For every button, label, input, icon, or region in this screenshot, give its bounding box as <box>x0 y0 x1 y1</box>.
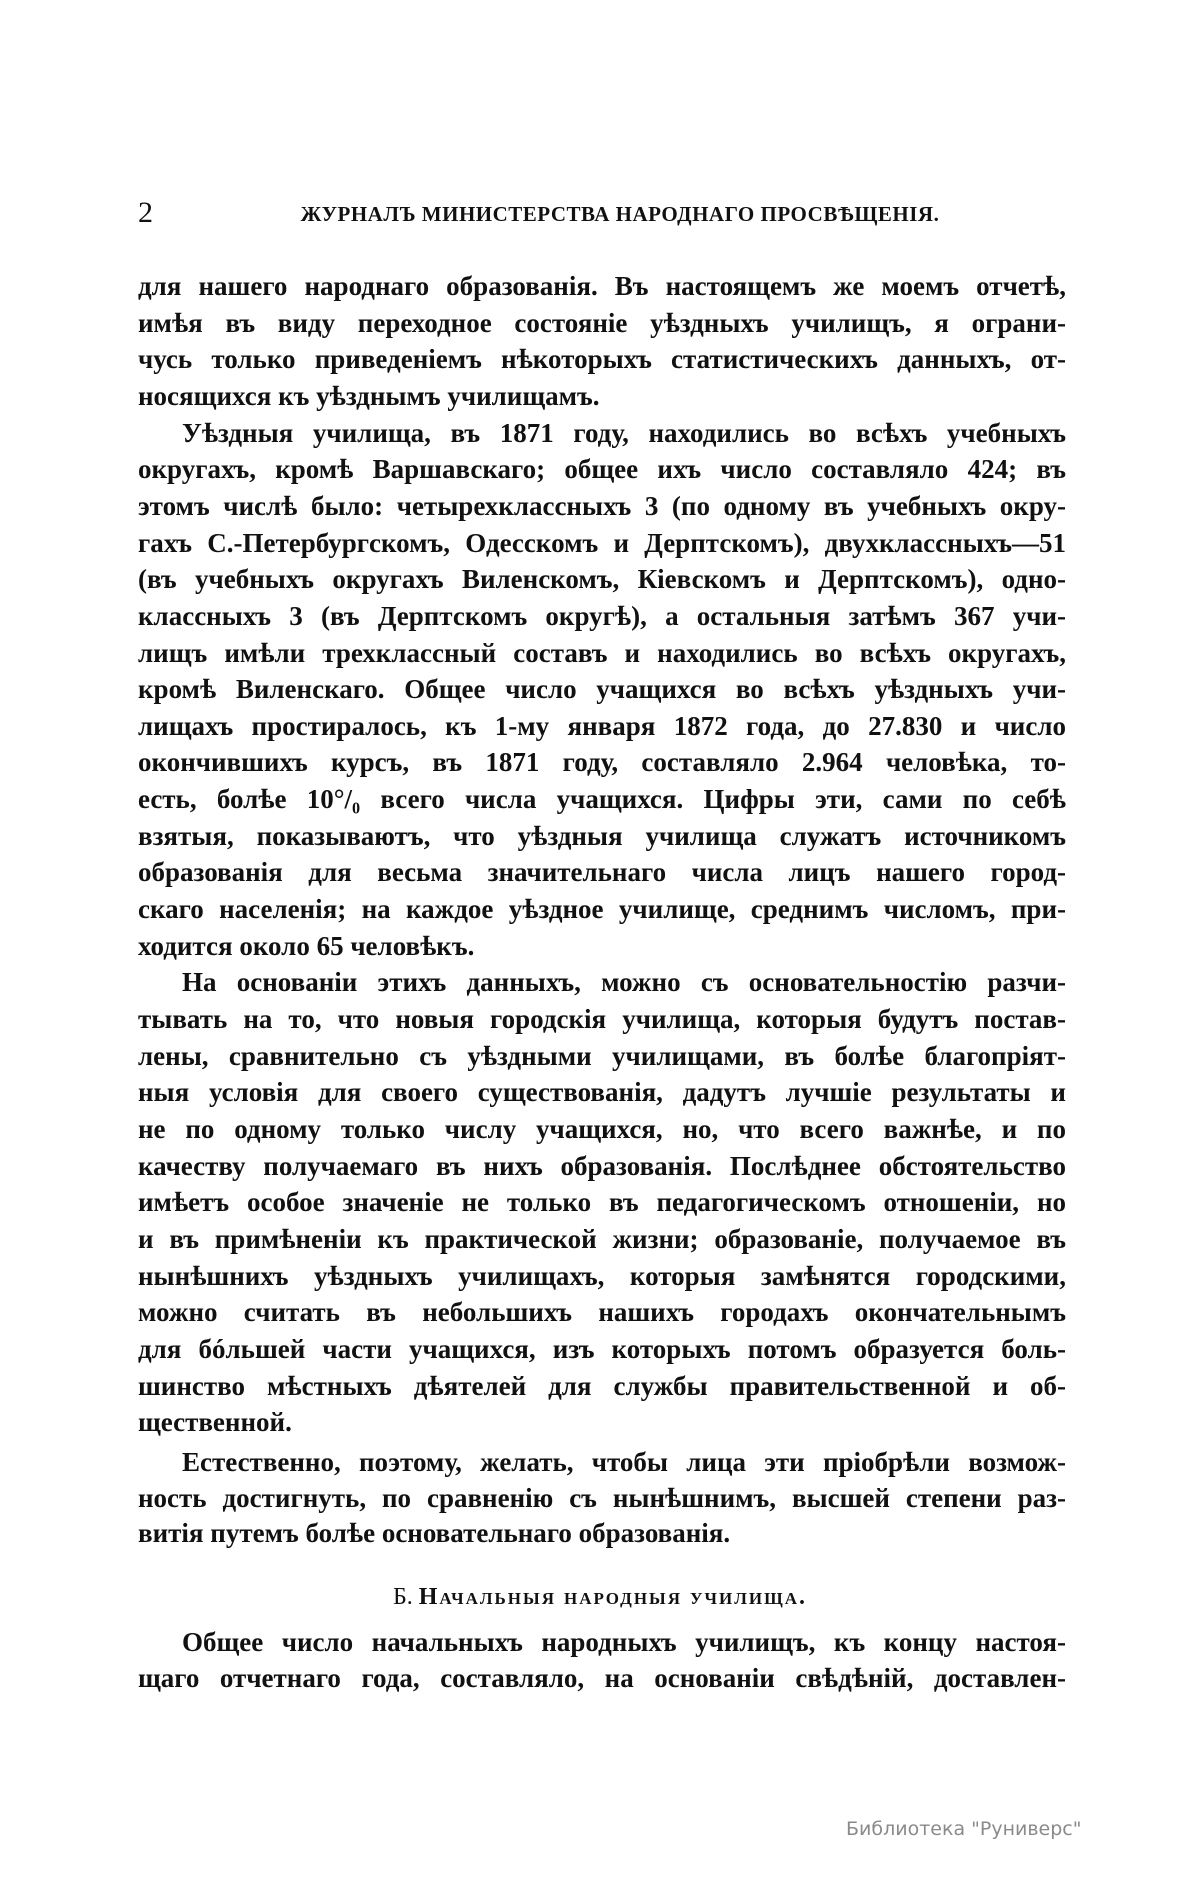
section-letter: Б. <box>392 1584 413 1610</box>
text-line: есть, болѣе 10°/₀ всего числа учащихся. Цифры эти, сами по себѣ <box>138 784 1066 815</box>
running-title: ЖУРНАЛЪ МИНИСТЕРСТВА НАРОДНАГО ПРОСВѢЩЕНІЯ. <box>300 202 940 226</box>
text-line: (въ учебныхъ округахъ Виленскомъ, Кіевскомъ и Дерптскомъ), одно- <box>138 564 1066 595</box>
text-line: Естественно, поэтому, желать, чтобы лица эти пріобрѣли возмож- <box>182 1447 1066 1477</box>
text-line: чусь только приведеніемъ нѣкоторыхъ статистическихъ данныхъ, от- <box>138 344 1066 375</box>
text-line: имѣетъ особое значеніе не только въ педагогическомъ отношеніи, но <box>138 1187 1066 1218</box>
text-line: не по одному только числу учащихся, но, что всего важнѣе, и по <box>138 1113 1066 1144</box>
text-line: округахъ, кромѣ Варшавскаго; общее ихъ число составляло 424; въ <box>138 454 1066 485</box>
text-line: для нашего народнаго образованія. Въ настоящемъ же моемъ отчетѣ, <box>138 271 1066 301</box>
text-line: и въ примѣненіи къ практической жизни; образованіе, получаемое въ <box>138 1223 1066 1254</box>
text-line: щаго отчетнаго года, составляло, на основаніи свѣдѣній, доставлен- <box>138 1663 1066 1693</box>
text-line: лены, сравнительно съ уѣздными училищами, въ болѣе благопріят- <box>138 1040 1066 1071</box>
text-line: шинство мѣстныхъ дѣятелей для службы правительственной и об- <box>138 1370 1066 1401</box>
text-line: классныхъ 3 (въ Дерптскомъ округѣ), а остальныя затѣмъ 367 учи- <box>138 600 1066 631</box>
text-line: гахъ С.-Петербургскомъ, Одесскомъ и Дерптскомъ), двухклассныхъ—51 <box>138 527 1066 558</box>
text-line: нынѣшнихъ уѣздныхъ училищахъ, которыя замѣнятся городскими, <box>138 1260 1066 1291</box>
text-line: этомъ числѣ было: четырехклассныхъ 3 (по одному въ учебныхъ окру- <box>138 490 1066 521</box>
text-line: ходится около 65 человѣкъ. <box>138 930 475 961</box>
text-line: ность достигнуть, по сравненію съ нынѣшнимъ, высшей степени раз- <box>138 1483 1066 1513</box>
text-line: лищахъ простиралось, къ 1-му января 1872 года, до 27.830 и число <box>138 710 1066 741</box>
library-watermark: Библиотека "Руниверс" <box>846 1818 1082 1840</box>
text-line: лищъ имѣли трехклассный составъ и находились во всѣхъ округахъ, <box>138 637 1066 668</box>
section-title: Начальныя народныя училища. <box>418 1584 808 1610</box>
text-line: ныя условія для своего существованія, дадутъ лучшіе результаты и <box>138 1077 1066 1108</box>
text-line: качеству получаемаго въ нихъ образованія. Послѣднее обстоятельство <box>138 1150 1066 1181</box>
text-line: На основаніи этихъ данныхъ, можно съ основательностію разчи- <box>182 967 1066 998</box>
text-line: витія путемъ болѣе основательнаго образованія. <box>138 1518 731 1548</box>
text-line: скаго населенія; на каждое уѣздное училище, среднимъ числомъ, при- <box>138 894 1066 925</box>
text-line: Общее число начальныхъ народныхъ училищъ, къ концу настоя- <box>182 1627 1066 1657</box>
text-line: можно считать въ небольшихъ нашихъ городахъ окончательнымъ <box>138 1297 1066 1328</box>
text-line: имѣя въ виду переходное состояніе уѣздныхъ училищъ, я ограни- <box>138 307 1066 338</box>
text-line: взятыя, показываютъ, что уѣздныя училища служатъ источникомъ <box>138 820 1066 851</box>
text-line: носящихся къ уѣзднымъ училищамъ. <box>138 380 600 411</box>
text-line: окончившихъ курсъ, въ 1871 году, составляло 2.964 человѣка, то- <box>138 747 1066 778</box>
page-number: 2 <box>138 196 153 229</box>
text-line: Уѣздныя училища, въ 1871 году, находились во всѣхъ учебныхъ <box>182 417 1066 448</box>
text-line: для бóльшей части учащихся, изъ которыхъ потомъ образуется боль- <box>138 1333 1066 1364</box>
text-line: тывать на то, что новыя городскія училища, которыя будутъ постав- <box>138 1004 1066 1034</box>
text-line: образованія для весьма значительнаго числа лицъ нашего город- <box>138 857 1066 888</box>
text-line: щественной. <box>138 1407 292 1438</box>
section-heading <box>0 1580 1200 1614</box>
text-line: кромѣ Виленскаго. Общее число учащихся во всѣхъ уѣздныхъ учи- <box>138 674 1066 705</box>
